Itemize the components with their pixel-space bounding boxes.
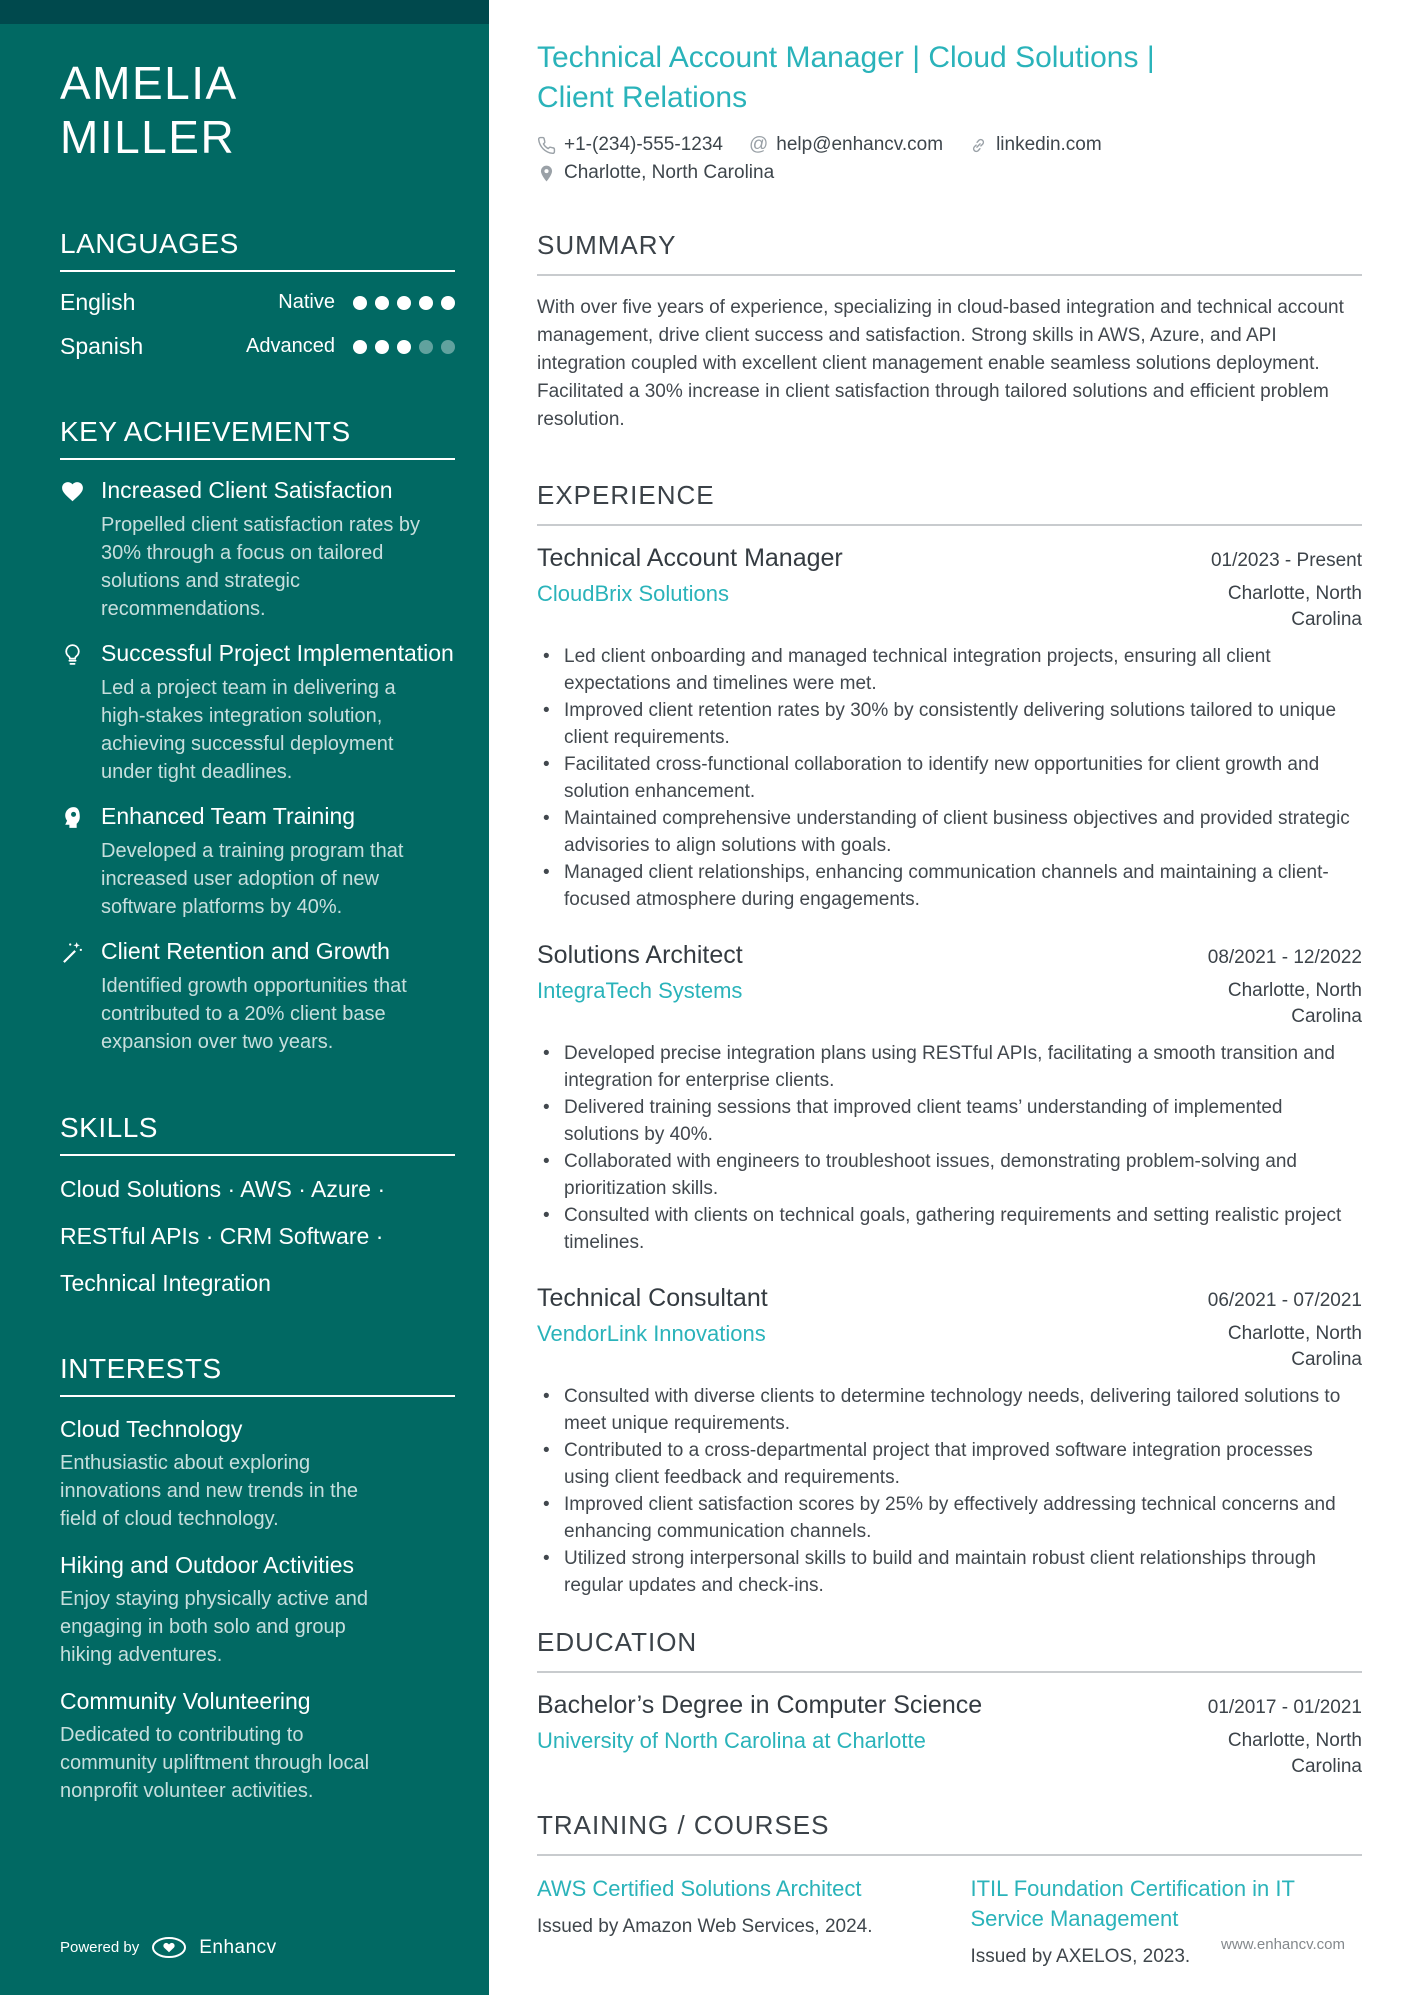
sidebar bbox=[0, 0, 489, 1995]
education-dates: 01/2017 - 01/2021 bbox=[1207, 1697, 1362, 1718]
location-contact bbox=[537, 162, 774, 184]
job-title: Technical Consultant bbox=[537, 1284, 768, 1312]
experience-heading: EXPERIENCE bbox=[537, 480, 715, 510]
job-location: Charlotte, North Carolina bbox=[1227, 1323, 1362, 1370]
location-text: Charlotte, North Carolina bbox=[564, 162, 775, 183]
contact-row bbox=[537, 134, 1362, 156]
powered-by-label: Powered by bbox=[60, 1939, 140, 1956]
achievement-text bbox=[101, 937, 431, 1056]
skills-list bbox=[60, 1175, 455, 1297]
level-dot bbox=[353, 296, 367, 310]
achievement-description: Developed a training program that increased user adoption of new software platforms by 40%. bbox=[101, 840, 404, 918]
education-divider bbox=[537, 1671, 1362, 1673]
sidebar-top-strip bbox=[0, 0, 489, 24]
job-location: Charlotte, North Carolina bbox=[1227, 980, 1362, 1027]
phone-contact bbox=[537, 134, 723, 156]
level-dot bbox=[375, 296, 389, 310]
job-dates: 08/2021 - 12/2022 bbox=[1207, 947, 1362, 968]
achievement-description: Led a project team in delivering a high-stakes integration solution, achieving successful deployment under tight deadlines. bbox=[101, 677, 396, 783]
site-url: www.enhancv.com bbox=[1221, 1936, 1345, 1953]
summary-text: With over five years of experience, specializing in cloud-based integration and technical account management, drive client success and satisfaction. Strong skills in AWS, Azure, and API integration coupled with excellent client management enable seamless solutions deployment. Facilitated a 30% increase in client satisfaction through tailored solutions and efficient problem resolution. bbox=[537, 297, 1344, 430]
company-name: IntegraTech Systems bbox=[537, 978, 743, 1003]
location-row bbox=[537, 162, 1362, 184]
course-issuer: Issued by Amazon Web Services, 2024. bbox=[537, 1916, 873, 1937]
achievement-text bbox=[101, 639, 454, 786]
training-list bbox=[537, 1874, 1362, 1968]
training-divider bbox=[537, 1854, 1362, 1856]
job-title: Technical Account Manager bbox=[537, 544, 843, 572]
language-row bbox=[60, 289, 455, 316]
course-issuer: Issued by AXELOS, 2023. bbox=[970, 1946, 1191, 1967]
skills-line: RESTful APIs · CRM Software · bbox=[60, 1223, 384, 1249]
language-level: Advanced bbox=[246, 335, 335, 357]
level-dot bbox=[441, 296, 455, 310]
level-dot bbox=[375, 340, 389, 354]
job-bullet: • Collaborated with engineers to troubleshoot issues, demonstrating problem-solving and prioritization skills. bbox=[537, 1148, 1362, 1202]
experience-entry-sub bbox=[537, 581, 1362, 633]
interest-title: Cloud Technology bbox=[60, 1416, 243, 1442]
interest-description: Enjoy staying physically active and engaging in both solo and group hiking adventures. bbox=[60, 1588, 368, 1666]
experience-entry-sub bbox=[537, 978, 1362, 1030]
job-bullet: • Facilitated cross-functional collaboration to identify new opportunities for client growth and solution enhancement. bbox=[537, 751, 1362, 805]
level-dot bbox=[397, 340, 411, 354]
training-heading: TRAINING / COURSES bbox=[537, 1810, 830, 1840]
language-row bbox=[60, 333, 455, 360]
interest-title: Hiking and Outdoor Activities bbox=[60, 1552, 355, 1578]
job-bullet-list bbox=[537, 1040, 1362, 1256]
interest-description: Enthusiastic about exploring innovations and new trends in the field of cloud technology. bbox=[60, 1452, 358, 1530]
skills-heading: SKILLS bbox=[60, 1112, 158, 1143]
language-level-dots bbox=[353, 296, 455, 310]
main-content bbox=[489, 0, 1410, 1968]
level-dot bbox=[419, 296, 433, 310]
phone-icon bbox=[537, 136, 556, 155]
interest-item bbox=[60, 1687, 455, 1805]
education-entry-head bbox=[537, 1691, 1362, 1720]
achievement-item bbox=[60, 937, 455, 1056]
language-name: English bbox=[60, 289, 136, 315]
course-item bbox=[971, 1874, 1363, 1968]
interest-item bbox=[60, 1551, 455, 1669]
experience-entry bbox=[537, 1284, 1362, 1599]
at-icon: @ bbox=[748, 134, 769, 155]
job-bullet: • Contributed to a cross-departmental project that improved software integration processes using client feedback and requirements. bbox=[537, 1437, 1362, 1491]
achievement-text bbox=[101, 476, 431, 623]
summary-divider bbox=[537, 274, 1362, 276]
experience-entry-sub bbox=[537, 1321, 1362, 1373]
achievement-description: Identified growth opportunities that contributed to a 20% client base expansion over two years. bbox=[101, 975, 407, 1053]
experience-entry bbox=[537, 544, 1362, 913]
degree-title: Bachelor’s Degree in Computer Science bbox=[537, 1691, 983, 1719]
languages-list bbox=[60, 289, 455, 360]
interests-section bbox=[60, 1353, 455, 1805]
job-bullet: • Utilized strong interpersonal skills to build and maintain robust client relationships through regular updates and check-ins. bbox=[537, 1545, 1362, 1599]
education-heading: EDUCATION bbox=[537, 1627, 698, 1657]
job-bullet: • Maintained comprehensive understanding of client business objectives and provided strategic advisories to align solutions with goals. bbox=[537, 805, 1362, 859]
skills-line: Technical Integration bbox=[60, 1270, 271, 1296]
person-name bbox=[60, 56, 455, 164]
achievement-item bbox=[60, 476, 455, 623]
achievement-title: Successful Project Implementation bbox=[101, 640, 454, 666]
interests-list bbox=[60, 1415, 455, 1805]
experience-entry-head bbox=[537, 941, 1362, 970]
job-bullet-list bbox=[537, 643, 1362, 913]
company-name: CloudBrix Solutions bbox=[537, 581, 729, 606]
skills-line: Cloud Solutions · AWS · Azure · bbox=[60, 1176, 386, 1202]
level-dot bbox=[397, 296, 411, 310]
achievement-item bbox=[60, 802, 455, 921]
job-dates: 01/2023 - Present bbox=[1210, 550, 1362, 571]
location-pin-icon bbox=[537, 164, 556, 183]
level-dot bbox=[419, 340, 433, 354]
job-location: Charlotte, North Carolina bbox=[1227, 583, 1362, 630]
achievements-divider bbox=[60, 458, 455, 460]
email-contact bbox=[749, 134, 943, 156]
achievements-section bbox=[60, 416, 455, 1056]
head-icon bbox=[60, 802, 87, 921]
job-bullet: • Led client onboarding and managed technical integration projects, ensuring all client expectations and timelines were met. bbox=[537, 643, 1362, 697]
company-name: VendorLink Innovations bbox=[537, 1321, 766, 1346]
job-bullet: • Improved client retention rates by 30% by consistently delivering solutions tailored to unique client requirements. bbox=[537, 697, 1362, 751]
experience-entry bbox=[537, 941, 1362, 1256]
resume-header bbox=[537, 38, 1362, 184]
course-item bbox=[537, 1874, 929, 1968]
job-headline: Technical Account Manager | Cloud Solutions | Client Relations bbox=[537, 41, 1155, 114]
language-level-dots bbox=[353, 340, 455, 354]
education-entry bbox=[537, 1691, 1362, 1780]
wand-icon bbox=[60, 937, 87, 1056]
achievement-text bbox=[101, 802, 431, 921]
experience-divider bbox=[537, 524, 1362, 526]
sidebar-content bbox=[0, 0, 489, 1805]
achievement-title: Client Retention and Growth bbox=[101, 938, 390, 964]
course-name: ITIL Foundation Certification in IT Service Management bbox=[970, 1876, 1295, 1931]
link-icon bbox=[969, 136, 988, 155]
languages-heading: LANGUAGES bbox=[60, 228, 239, 259]
person-name-line1: AMELIA bbox=[60, 57, 238, 109]
experience-entry-head bbox=[537, 544, 1362, 573]
job-bullet: • Managed client relationships, enhancing communication channels and maintaining a client-focused atmosphere during engagements. bbox=[537, 859, 1362, 913]
job-bullet: • Consulted with diverse clients to determine technology needs, delivering tailored solutions to meet unique requirements. bbox=[537, 1383, 1362, 1437]
person-name-line2: MILLER bbox=[60, 111, 236, 163]
achievement-title: Enhanced Team Training bbox=[101, 803, 356, 829]
interest-description: Dedicated to contributing to community upliftment through local nonprofit volunteer activities. bbox=[60, 1724, 370, 1802]
summary-heading: SUMMARY bbox=[537, 230, 677, 260]
job-bullet: • Delivered training sessions that improved client teams’ understanding of implemented solutions by 40%. bbox=[537, 1094, 1362, 1148]
course-name: AWS Certified Solutions Architect bbox=[537, 1876, 862, 1901]
interest-title: Community Volunteering bbox=[60, 1688, 311, 1714]
experience-entry-head bbox=[537, 1284, 1362, 1313]
job-bullet: • Improved client satisfaction scores by 25% by effectively addressing technical concerns and enhancing communication channels. bbox=[537, 1491, 1362, 1545]
job-bullet-list bbox=[537, 1383, 1362, 1599]
education-entry-sub bbox=[537, 1728, 1362, 1780]
achievements-heading: KEY ACHIEVEMENTS bbox=[60, 416, 351, 447]
experience-list bbox=[537, 544, 1362, 1599]
languages-section bbox=[60, 228, 455, 360]
achievement-item bbox=[60, 639, 455, 786]
interests-divider bbox=[60, 1395, 455, 1397]
phone-number: +1-(234)-555-1234 bbox=[564, 134, 723, 155]
heart-icon bbox=[60, 476, 87, 623]
website-url: linkedin.com bbox=[996, 134, 1102, 155]
website-contact bbox=[969, 134, 1102, 156]
enhancv-logo-icon bbox=[151, 1936, 187, 1959]
enhancv-brand-name: Enhancv bbox=[199, 1936, 277, 1958]
education-location: Charlotte, North Carolina bbox=[1227, 1730, 1362, 1777]
level-dot bbox=[441, 340, 455, 354]
skills-divider bbox=[60, 1154, 455, 1156]
achievements-list bbox=[60, 476, 455, 1056]
job-bullet: • Developed precise integration plans using RESTful APIs, facilitating a smooth transition and integration for enterprise clients. bbox=[537, 1040, 1362, 1094]
experience-section bbox=[537, 480, 1362, 1599]
lightbulb-icon bbox=[60, 639, 87, 786]
job-bullet: • Consulted with clients on technical goals, gathering requirements and setting realistic project timelines. bbox=[537, 1202, 1362, 1256]
achievement-description: Propelled client satisfaction rates by 30% through a focus on tailored solutions and strategic recommendations. bbox=[101, 514, 421, 620]
languages-divider bbox=[60, 270, 455, 272]
interest-item bbox=[60, 1415, 455, 1533]
email-address: help@enhancv.com bbox=[776, 134, 944, 155]
achievement-title: Increased Client Satisfaction bbox=[101, 477, 393, 503]
language-level: Native bbox=[278, 291, 335, 313]
summary-section bbox=[537, 230, 1362, 434]
interests-heading: INTERESTS bbox=[60, 1353, 222, 1384]
level-dot bbox=[353, 340, 367, 354]
job-dates: 06/2021 - 07/2021 bbox=[1207, 1290, 1362, 1311]
job-title: Solutions Architect bbox=[537, 941, 743, 969]
education-section bbox=[537, 1627, 1362, 1780]
language-name: Spanish bbox=[60, 333, 144, 359]
powered-by-footer bbox=[60, 1936, 277, 1959]
school-name: University of North Carolina at Charlotte bbox=[537, 1728, 926, 1753]
skills-section bbox=[60, 1112, 455, 1297]
